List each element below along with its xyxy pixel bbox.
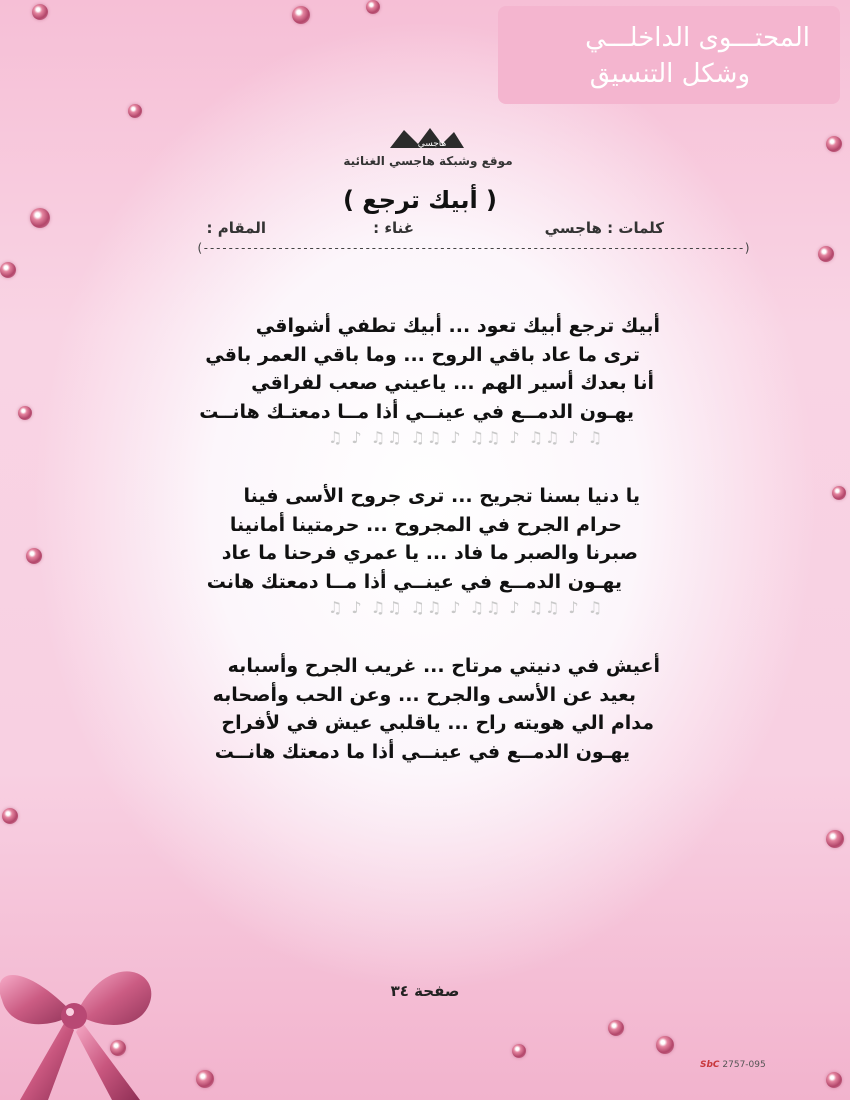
- decorative-dot: [832, 486, 846, 500]
- decorative-dot: [196, 1070, 214, 1088]
- maqam-label: المقام :: [206, 219, 266, 237]
- decorative-dot: [656, 1036, 674, 1054]
- decorative-dot: [2, 808, 18, 824]
- decorative-dot: [292, 6, 310, 24]
- decorative-dot: [18, 406, 32, 420]
- badge-line-1: المحتـــوى الداخلـــي: [585, 23, 810, 53]
- ribbon-bow-decoration: [0, 950, 180, 1100]
- verse-line: ترى ما عاد باقي الروح ... وما باقي العمر باقي: [205, 344, 640, 366]
- page-number: صفحة ٣٤: [390, 982, 460, 1000]
- decorative-dot: [128, 104, 142, 118]
- verse-line: صبرنا والصبر ما فاد ... يا عمري فرحنا ما عاد: [221, 542, 638, 564]
- brand-mark: SbC: [700, 1060, 720, 1070]
- music-notes-divider: ♫ ♪ ♫♫ ♫♫ ♪ ♫♫ ♪ ♫♫ ♪ ♫: [328, 428, 605, 447]
- decorative-dot: [608, 1020, 624, 1036]
- site-name: موقع وشبكة هاجسي الغنائية: [343, 154, 513, 168]
- decorative-dot: [32, 4, 48, 20]
- decorative-dot: [30, 208, 50, 228]
- badge-line-2: وشكل التنسيق: [589, 59, 750, 89]
- decorative-dot: [512, 1044, 526, 1058]
- verse-line: يهـون الدمــع في عينــي أذا ما دمعتك هانــت: [214, 741, 630, 763]
- decorative-dot: [826, 136, 842, 152]
- decorative-dot: [26, 548, 42, 564]
- decorative-dot: [818, 246, 834, 262]
- divider-rule: (---------------------------------------------------------------------------------------): [196, 241, 750, 255]
- verse-line: أنا بعدك أسير الهم ... ياعيني صعب لفراقي: [251, 372, 654, 394]
- decorative-dot: [0, 262, 16, 278]
- verse-line: أعيش في دنيتي مرتاح ... غريب الجرح وأسبابه: [227, 655, 660, 677]
- verse-line: مدام الي هويته راح ... ياقلبي عيش في لأفراح: [221, 712, 654, 734]
- print-code: [700, 1060, 766, 1070]
- lyrics-by: كلمات : هاجسي: [544, 219, 664, 237]
- verse-line: أبيك ترجع أبيك تعود ... أبيك تطفي أشواقي: [255, 315, 660, 337]
- song-title: ( أبيك ترجع ): [342, 186, 498, 214]
- content-badge: [498, 6, 840, 104]
- verse-line: حرام الجرح في المجروح ... حرمتينا أمانينا: [229, 514, 622, 536]
- decorative-dot: [826, 1072, 842, 1088]
- singing-label: غناء :: [373, 219, 414, 237]
- logo-text: هاجسي: [417, 139, 447, 149]
- site-logo: [384, 122, 470, 154]
- music-notes-divider: ♫ ♪ ♫♫ ♫♫ ♪ ♫♫ ♪ ♫♫ ♪ ♫: [328, 598, 605, 617]
- decorative-dot: [826, 830, 844, 848]
- verse-line: يهـون الدمــع في عينــي أذا مــا دمعتك هانت: [206, 571, 622, 593]
- verse-line: يا دنيا بسنا تجريح ... ترى جروح الأسى فينا: [243, 485, 640, 507]
- verse-line: يهـون الدمــع في عينــي أذا مــا دمعتـك هانــت: [199, 401, 634, 423]
- decorative-dot: [366, 0, 380, 14]
- code-number: 2757-095: [722, 1060, 766, 1070]
- verse-line: بعيد عن الأسى والجرح ... وعن الحب وأصحابه: [212, 684, 636, 706]
